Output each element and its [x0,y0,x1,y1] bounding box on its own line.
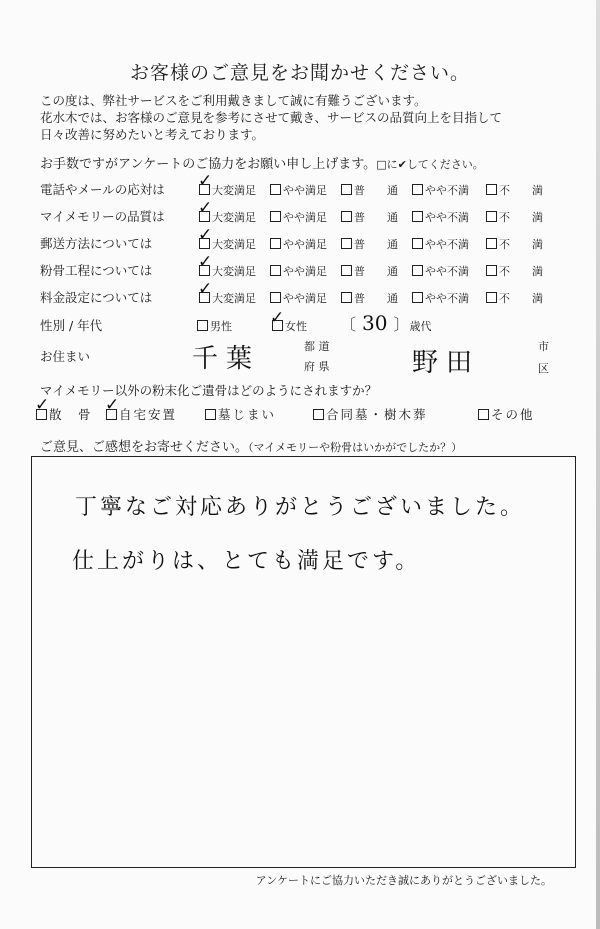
age-suffix: 歳代 [409,320,432,333]
city-suffix-bottom: 区 [538,362,549,375]
intro-line-3: 日々改善に努めたいと考えております。 [40,127,265,142]
rating-option-label: やや不満 [425,211,469,224]
pref-suffix-bottom: 府 県 [304,360,330,373]
male-checkbox[interactable] [197,320,208,331]
rating-option[interactable] [341,236,398,252]
check-mark: ✓ [198,198,213,218]
male-label: 男性 [210,320,232,333]
rating-checkbox[interactable] [341,184,352,195]
remains-option[interactable] [205,405,276,423]
comments-prompt: ご意見、ご感想をお寄せください。 [40,440,249,455]
remains-checkbox[interactable] [205,409,216,420]
rating-option-label: やや満足 [283,238,327,251]
remains-option-label: 散 骨 [49,407,93,422]
rating-option-label: やや満足 [283,211,327,224]
rating-option-label: 不 満 [499,265,543,278]
rating-option-label: やや不満 [425,265,469,278]
rating-checkbox[interactable] [341,211,352,222]
rating-option[interactable] [341,263,398,279]
rating-checkbox[interactable] [412,265,423,276]
footer-thanks: アンケートにご協力いただき誠にありがとうございました。 [255,874,552,887]
rating-option-label: 普 通 [354,211,398,224]
rating-option[interactable] [270,263,327,279]
rating-option-label: やや満足 [283,184,327,197]
city-suffix-top: 市 [538,340,549,353]
rating-option-label: 大変満足 [212,265,256,278]
remains-option-label: その他 [491,407,535,422]
rating-option[interactable] [270,290,327,306]
rating-option-label: 大変満足 [212,238,256,251]
rating-option[interactable] [270,182,327,198]
rating-checkbox[interactable] [270,184,281,195]
rating-option-label: 大変満足 [212,211,256,224]
rating-option[interactable] [486,236,543,252]
female-label: 女性 [285,320,307,333]
comments-prompt-line [40,436,462,455]
rating-checkbox[interactable] [270,292,281,303]
rating-row-label: 郵送方法については [40,236,153,251]
rating-option[interactable] [412,236,469,252]
handwritten-comment-1: 丁寧なご対応ありがとうございました。 [75,495,526,520]
rating-option[interactable] [341,182,398,198]
age-value: 30 [362,311,388,335]
rating-checkbox[interactable] [412,292,423,303]
rating-option[interactable] [412,263,469,279]
rating-option-label: 大変満足 [212,292,256,305]
age-bracket-open: 〔 [340,315,357,334]
rating-option-label: やや不満 [425,292,469,305]
check-mark: ✓ [198,171,213,191]
remains-option-label: 墓じまい [218,407,277,422]
prefecture-handwritten: 千葉 [192,344,261,374]
gender-age-label: 性別 / 年代 [40,318,103,333]
rating-checkbox[interactable] [341,238,352,249]
rating-option-label: 不 満 [499,292,543,305]
rating-checkbox[interactable] [270,238,281,249]
rating-option-label: やや不満 [425,238,469,251]
intro-line-2: 花水木では、お客様のご意見を参考にさせて戴き、サービスの品質向上を目指して [40,110,503,125]
rating-checkbox[interactable] [486,184,497,195]
rating-checkbox[interactable] [341,265,352,276]
rating-row-label: マイメモリーの品質は [40,209,165,224]
remains-checkbox[interactable] [478,409,489,420]
check-mark: ✓ [35,395,50,415]
page-edge [596,0,600,929]
rating-checkbox[interactable] [486,238,497,249]
survey-instruction [40,153,484,172]
rating-option-label: 不 満 [499,238,543,251]
remains-option-label: 自宅安置 [119,407,178,422]
rating-option[interactable] [412,209,469,225]
rating-option[interactable] [270,209,327,225]
rating-option-label: やや満足 [283,265,327,278]
remains-question: マイメモリー以外の粉末化ご遺骨はどのようにされますか？ [40,383,378,398]
rating-checkbox[interactable] [412,211,423,222]
age-field[interactable] [340,311,431,335]
male-option[interactable] [197,318,232,334]
rating-checkbox[interactable] [412,184,423,195]
rating-row-label: 料金設定については [40,290,153,305]
rating-option-label: やや満足 [283,292,327,305]
female-check-mark: ✓ [270,308,285,328]
rating-option-label: 不 満 [499,211,543,224]
city-handwritten: 野田 [412,348,481,378]
rating-option-label: 普 通 [354,238,398,251]
page-title: お客様のご意見をお聞かせください。 [129,62,470,84]
rating-option[interactable] [412,182,469,198]
age-bracket-close: 〕 [393,315,410,334]
rating-option[interactable] [341,290,398,306]
remains-option-label: 合同墓・樹木葬 [326,407,428,422]
rating-checkbox[interactable] [270,265,281,276]
rating-option[interactable] [412,290,469,306]
rating-option[interactable] [486,290,543,306]
rating-option[interactable] [486,209,543,225]
instruction-text: お手数ですがアンケートのご協力をお願い申し上げます。 [40,157,377,172]
comments-prompt-note: （マイメモリーや粉骨はいかがでしたか？） [248,441,463,454]
check-mark: ✓ [198,279,213,299]
rating-checkbox[interactable] [486,292,497,303]
rating-option[interactable] [486,182,543,198]
remains-option[interactable] [313,405,428,423]
rating-checkbox[interactable] [341,292,352,303]
rating-option-label: やや不満 [425,184,469,197]
remains-option[interactable] [478,405,535,423]
check-mark: ✓ [105,395,120,415]
rating-row-label: 電話やメールの応対は [40,182,165,197]
rating-row-label: 粉骨工程については [40,263,153,278]
instruction-note: □に✔してください。 [376,158,484,171]
rating-option-label: 普 通 [354,292,398,305]
address-label: お住まい [40,349,91,364]
rating-checkbox[interactable] [486,211,497,222]
pref-suffix-top: 都 道 [304,340,330,353]
rating-option-label: 不 満 [499,184,543,197]
rating-checkbox[interactable] [486,265,497,276]
check-mark: ✓ [198,225,213,245]
rating-option-label: 大変満足 [212,184,256,197]
rating-option[interactable] [270,236,327,252]
intro-line-1: この度は、弊社サービスをご利用戴きまして誠に有難うございます。 [40,93,427,108]
rating-checkbox[interactable] [412,238,423,249]
check-mark: ✓ [198,252,213,272]
remains-checkbox[interactable] [313,409,324,420]
rating-option-label: 普 通 [354,184,398,197]
rating-checkbox[interactable] [270,211,281,222]
rating-option[interactable] [486,263,543,279]
rating-option[interactable] [341,209,398,225]
handwritten-comment-2: 仕上がりは、とても満足です。 [72,549,421,574]
rating-option-label: 普 通 [354,265,398,278]
